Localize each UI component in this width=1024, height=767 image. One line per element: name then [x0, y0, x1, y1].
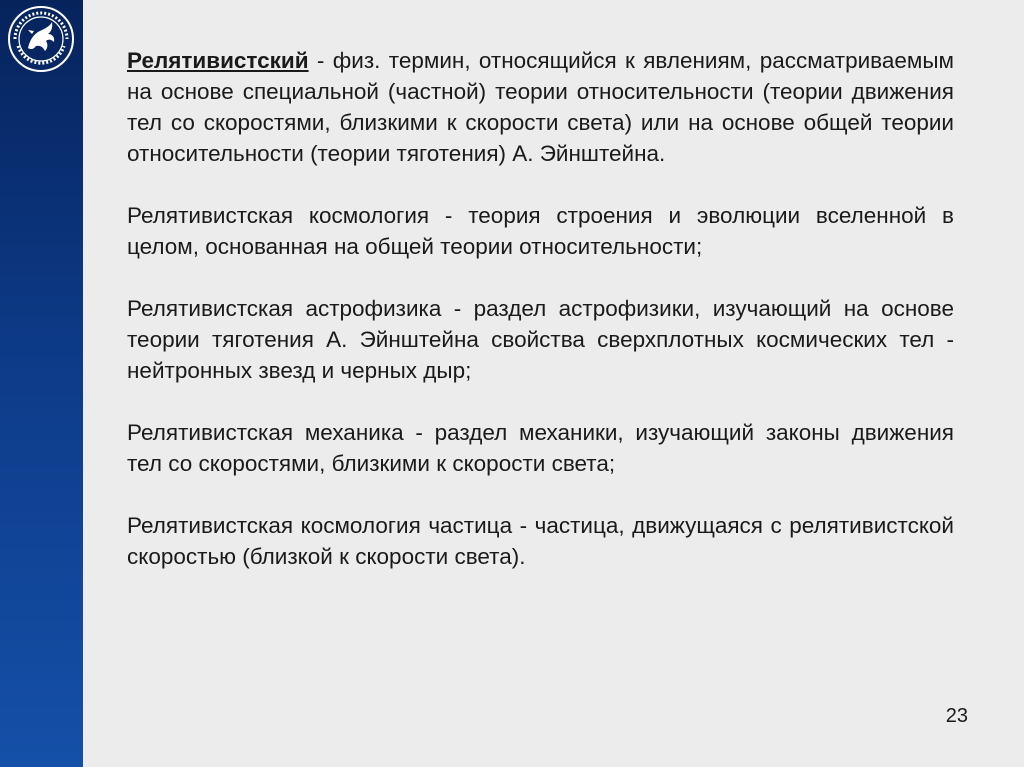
university-emblem-icon: [6, 4, 76, 74]
slide-content: [127, 45, 954, 603]
definition-text: - физ. термин, относящийся к явлениям, рассматриваемым на основе специальной (частной) теории относительности (теории движения тел со скоростями, близкими к скорости света) или на основе общей теории относительности (теории тяготения) А. Эйнштейна.: [127, 48, 954, 166]
slide-area: [83, 0, 1024, 767]
definition-paragraph: Релятивистская механика - раздел механики, изучающий законы движения тел со скоростями, близкими к скорости света;: [127, 420, 954, 476]
definition-paragraph: Релятивистская космология - теория строения и эволюции вселенной в целом, основанная на общей теории относительности;: [127, 203, 954, 259]
definition-paragraph: [127, 45, 954, 169]
definition-paragraph: Релятивистская астрофизика - раздел астрофизики, изучающий на основе теории тяготения А. Эйнштейна свойства сверхплотных космических тел - нейтронных звезд и черных дыр;: [127, 296, 954, 383]
definition-paragraph: Релятивистская космология частица - частица, движущаяся с релятивистской скоростью (близкой к скорости света).: [127, 513, 954, 569]
page-number: 23: [945, 705, 968, 727]
definition-term: Релятивистский: [127, 48, 309, 73]
sidebar-band: [0, 0, 83, 767]
